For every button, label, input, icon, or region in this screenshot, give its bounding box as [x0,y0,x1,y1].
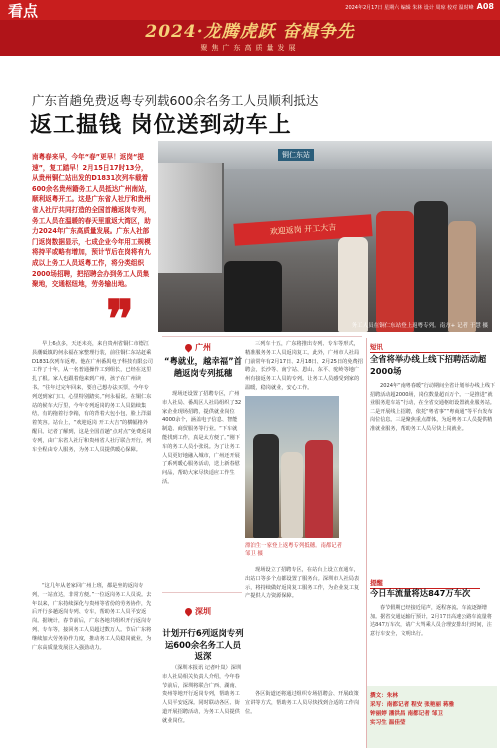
credit-line: 采写：南都记者 程安 张艳丽 蒋雅 [370,702,455,708]
reminder-title: 今日车流量将达847万车次 [370,588,471,598]
section-tag: 看点 [0,0,72,22]
page-number: A08 [476,3,494,11]
station-sign: 铜仁东站 [278,149,314,161]
quote-mark: ❞ [106,289,134,350]
body-column-1b: “这几年从老家回广州上班，都是坐的返岗专列，一站直达，非常方便。”一位返岗务工人员说。去年以来，广东持续深化与贵州等省份的劳务协作，先后开行多趟返岗专列、专车，帮助务工人员平安返岗。据统计，春节前后，广东各地共组织开行返岗专列、专车等，接回务工人员超过数万人。节后广东将继续加大劳务协作力度，推动务工人员稳岗就业，为广东高质量发展注入强劲动力。 [32,583,152,651]
credit-line: 撰文：朱林 [370,693,398,699]
article-kicker: 广东首趟免费返粤专列载600余名务工人员顺利抵达 [32,93,319,108]
credit-line: 钟丽婷 潘洪昌 南都记者 邹卫 [370,711,443,717]
person-figure [448,221,476,332]
banner-title: 2024·龙腾虎跃 奋楫争先 [145,22,355,42]
camera-figure [224,261,282,332]
person-figure [376,211,414,332]
lead-paragraph: 南粤春来早，今年“春”更早！返岗“提速”，复工踏早！2月15日17时13分，从贵州铜仁站出发的D1831次列车载着600余名贵州籍务工人员抵达广州南站，顺利返粤开工。这是广东省人社厅和贵州省人社厅共同打造的全国首趟返岗专列，务工人员在温暖的春天里重返大湾区，助力2024年广东高质量发展。广东人社部门返岗数据显示，七成企业今年用工规模将持平或略有增加，预计节后在岗将有九成以上务工人员返粤工作，将分类组织2000场招聘，把招聘会办到务工人员集聚地，交通枢纽地，劳务输出地。 [32,153,152,289]
column-rule [366,338,367,748]
credits [370,692,496,728]
section1-title: “粤就业，越幸福”首趟返岗专列抵穗 [163,356,242,378]
person-figure [253,434,279,538]
reminder-label: 提醒 [370,578,480,589]
person-figure [338,237,368,332]
brief-label: 短讯 [370,342,480,353]
location-pin-icon [184,607,194,617]
person-figure [281,452,303,538]
location-pin-icon [184,343,194,353]
train-car [158,163,224,273]
section-divider [162,336,362,337]
section2-title: 计划开行6列返岗专列运600余名务工人员返深 [162,628,244,662]
lead-photo [158,141,492,332]
photo-caption: 务工人员在铜仁东站登上返粤专列。南方+ 记者 于慧 摄 [351,323,488,329]
date-line [250,3,494,12]
location-tag-guangzhou [185,342,211,353]
person-figure [414,201,448,332]
welcome-banner: 欢迎返岗 开工大吉 [233,214,372,246]
section2-body-right: 现场设立了招聘专区，在站台上设立直通车，出站口等多个点都设置了服务台。深圳市人社局表示，将持续做好返岗复工服务工作，为企业复工复产提供人力资源保障。 [245,567,360,600]
location-tag-shenzhen [185,606,211,617]
banner-subtitle: 聚焦广东高质量发展 [200,44,300,52]
location-label: 广州 [195,343,211,352]
reminder-body: 春节假期已经接近尾声，返程客流、车流逐渐增加。据省交通运输厅预计，2月17日高速公路车流量将达847万车次，请广大驾乘人员合理安排出行时间，注意行车安全，文明出行。 [370,605,492,637]
brief-body: 2024年“南粤春暖”行动期间全省计划举办线上线下招聘活动超2000场，岗位数量超百万个。一是推进“就业服务进车站”行动，在全省交通枢纽设置就业服务站。二是开展线上招聘，依托“粤省事”“粤商通”等平台发布岗位信息。三是聚焦重点群体，为返粤务工人员提供精准就业服务，帮助务工人员尽快上岗就业。 [370,383,496,432]
section1-body-right: 三列车十五，广东将推出专列、专车等形式，精准服务务工人员返岗复工。此外，广州市人社局门前常年有2月17日、2月18日、2月25日的免费招聘会，长沙等、南宁站、恩山、东平、驼岭等地广州有接返务工人员的专列。让务工人员感受到家的温暖，稳岗就业，安心工作。 [245,341,363,391]
body-column-1: 早上6点多，天还未亮，来自贵州省铜仁市德江县潮砥镇的何永福在家整理行装，前往铜仁东站赶乘D1831次列车返粤。他在广州番禺电子科技有限公司工作了十年，从一名普通操作工到组长，已经在这里扎了根。家人也跟着他来到广州，孩子在广州读书。“往年过完年回来，要自己想办法买票，今年专列送到家门口，心里特别踏实。”何永福说。在铜仁东站的候车大厅里，今年专列返岗的务工人员陆续集结，有的拖着行李箱，有的背着大包小包，脸上洋溢着笑容。站台上，“欢迎返岗 开工大吉”的横幅格外醒目。记者了解到，这是全国首趟“点对点”免费返岗专列，由广东省人社厅和贵州省人社厅联合开行，列车全程由专人服务，为务工人员提供暖心保障。 [32,341,153,453]
person-figure [305,440,333,538]
location-label: 深圳 [195,607,211,616]
family-photo [245,396,339,538]
section2-body: （深圳本报讯 记者叶岚）深圳市人社局相关负责人介绍，今年春节前后，深圳将联合广西、湖南、贵州等地开行返岗专列，帮助务工人员平安返深。同时联动各区、街道开展招聘活动，为务工人员提供就业岗位。 [162,665,242,724]
brief-title: 全省将举办线上线下招聘活动超2000场 [370,354,487,376]
credit-line: 实习生 温佳莹 [370,720,406,726]
date-text: 2024年2月17日 星期六 编辑 朱林 设计 周琼 校对 温时峰 [345,5,474,11]
family-photo-caption: 漂泊生一家登上返粤专列抵穗。南都记者 邹卫 摄 [245,543,343,558]
section1-body: 现场还设置了招聘专区，广州市人社局、番禺区人社局组织了32家企业现场招聘，提供就业岗位4000余个，涵盖电子信息、智能制造、商贸服务等行业。“下车就能找到工作，真是太方便了。”刚下车的务工人员小张说。为了让务工人员更好地融入城市，广州还开展了系列暖心服务活动，送上新春慰问品，帮助大家尽快适应工作生活。 [162,391,242,485]
section2-body-right-2: 各区街道还将通过组织专场招聘会、开展政策宣讲等方式，帮助务工人员尽快找到合适的工作岗位。 [245,691,360,715]
section-divider [162,592,242,593]
theme-banner [0,20,500,56]
article-headline: 返工揾钱 岗位送到动车上 [30,113,292,138]
